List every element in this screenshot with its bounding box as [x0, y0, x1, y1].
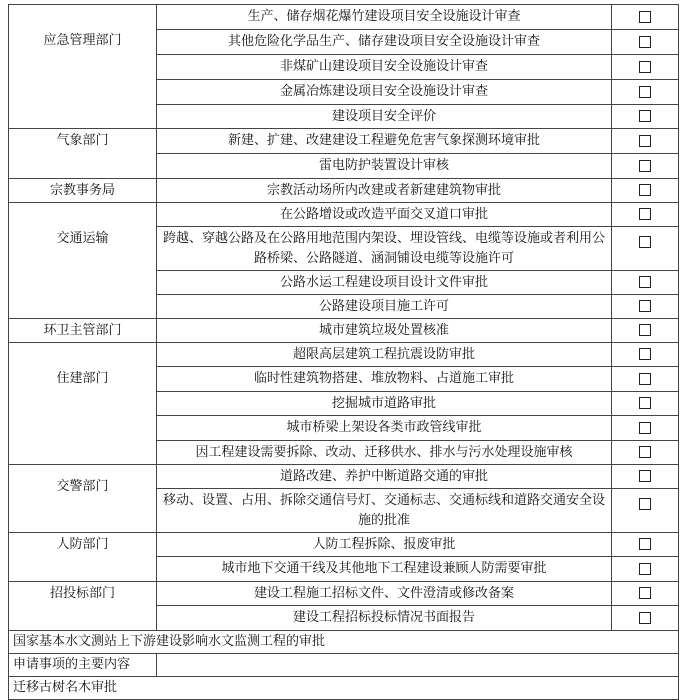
- item-bridge-pipeline-approval: 城市桥梁上架设各类市政管线审批: [157, 416, 612, 441]
- item-highway-construction-permit: 公路建设项目施工许可: [157, 295, 612, 319]
- dept-transportation: 交通运输: [9, 203, 157, 319]
- item-bidding-report: 建设工程招标投标情况书面报告: [157, 606, 612, 631]
- checkbox[interactable]: [639, 397, 651, 409]
- checkbox[interactable]: [639, 446, 651, 458]
- application-content-label: 申请事项的主要内容: [9, 654, 157, 677]
- item-road-traffic-interruption-approval: 道路改建、养护中断道路交通的审批: [157, 465, 612, 489]
- checkbox[interactable]: [639, 324, 651, 336]
- dept-traffic-police: 交警部门: [9, 465, 157, 533]
- item-lightning-protection-review: 雷电防护装置设计审核: [157, 154, 612, 179]
- item-road-excavation-approval: 挖掘城市道路审批: [157, 392, 612, 416]
- item-traffic-facility-approval: 移动、设置、占用、拆除交通信号灯、交通标志、交通标线和道路交通安全设施的批准: [157, 489, 612, 533]
- checkbox[interactable]: [639, 160, 651, 172]
- item-underground-civil-defense-approval: 城市地下交通干线及其他地下工程建设兼顾人防需要审批: [157, 557, 612, 582]
- checkbox[interactable]: [639, 300, 651, 312]
- item-safety-evaluation: 建设项目安全评价: [157, 105, 612, 129]
- checkbox[interactable]: [639, 110, 651, 122]
- dept-emergency-management: 应急管理部门: [9, 5, 157, 129]
- checkbox[interactable]: [639, 11, 651, 23]
- checkbox[interactable]: [639, 276, 651, 288]
- dept-housing-construction: 住建部门: [9, 343, 157, 465]
- item-road-crossing-approval: 在公路增设或改造平面交叉道口审批: [157, 203, 612, 227]
- application-content-value[interactable]: [157, 654, 679, 677]
- item-civil-defense-demolition-approval: 人防工程拆除、报废审批: [157, 533, 612, 557]
- checkbox[interactable]: [639, 587, 651, 599]
- checkbox[interactable]: [639, 563, 651, 575]
- checkbox[interactable]: [639, 373, 651, 385]
- item-seismic-fortification-approval: 超限高层建筑工程抗震设防审批: [157, 343, 612, 367]
- checkbox[interactable]: [639, 184, 651, 196]
- item-religious-building-approval: 宗教活动场所内改建或者新建建筑物审批: [157, 179, 612, 203]
- item-construction-waste-approval: 城市建筑垃圾处置核准: [157, 319, 612, 343]
- checkbox[interactable]: [639, 348, 651, 360]
- checkbox[interactable]: [639, 135, 651, 147]
- checkbox[interactable]: [639, 61, 651, 73]
- item-fireworks-safety-design: 生产、储存烟花爆竹建设项目安全设施设计审查: [157, 5, 612, 30]
- checkbox[interactable]: [639, 36, 651, 48]
- item-metal-smelting-safety-design: 金属冶炼建设项目安全设施设计审查: [157, 80, 612, 105]
- dept-religious-affairs: 宗教事务局: [9, 179, 157, 203]
- item-temporary-building-approval: 临时性建筑物搭建、堆放物料、占道施工审批: [157, 367, 612, 392]
- checkbox[interactable]: [639, 236, 651, 248]
- dept-bidding: 招投标部门: [9, 582, 157, 631]
- checkbox[interactable]: [639, 612, 651, 624]
- item-hazardous-chemicals-safety-design: 其他危险化学品生产、储存建设项目安全设施设计审查: [157, 30, 612, 55]
- ancient-tree-relocation-row: 迁移古树名木审批: [9, 677, 679, 700]
- dept-sanitation: 环卫主管部门: [9, 319, 157, 343]
- item-road-pipeline-permit: 跨越、穿越公路及在公路用地范围内架设、埋设管线、电缆等设施或者利用公路桥梁、公路隧道、涵洞铺设电缆等设施许可: [157, 227, 612, 271]
- dept-meteorology: 气象部门: [9, 129, 157, 179]
- checkbox[interactable]: [639, 538, 651, 550]
- item-meteorological-environment-approval: 新建、扩建、改建建设工程避免危害气象探测环境审批: [157, 129, 612, 154]
- approval-items-table: [8, 4, 679, 700]
- checkbox[interactable]: [639, 498, 651, 510]
- item-water-facility-relocation-review: 因工程建设需要拆除、改动、迁移供水、排水与污水处理设施审核: [157, 441, 612, 465]
- item-highway-waterway-design-approval: 公路水运工程建设项目设计文件审批: [157, 271, 612, 295]
- dept-civil-air-defense: 人防部门: [9, 533, 157, 582]
- checkbox[interactable]: [639, 86, 651, 98]
- checkbox[interactable]: [639, 470, 651, 482]
- checkbox[interactable]: [639, 422, 651, 434]
- hydrological-station-approval-row: 国家基本水文测站上下游建设影响水文监测工程的审批: [9, 631, 679, 654]
- item-bidding-document-filing: 建设工程施工招标文件、文件澄清或修改备案: [157, 582, 612, 606]
- item-non-coal-mine-safety-design: 非煤矿山建设项目安全设施设计审查: [157, 55, 612, 80]
- checkbox[interactable]: [639, 208, 651, 220]
